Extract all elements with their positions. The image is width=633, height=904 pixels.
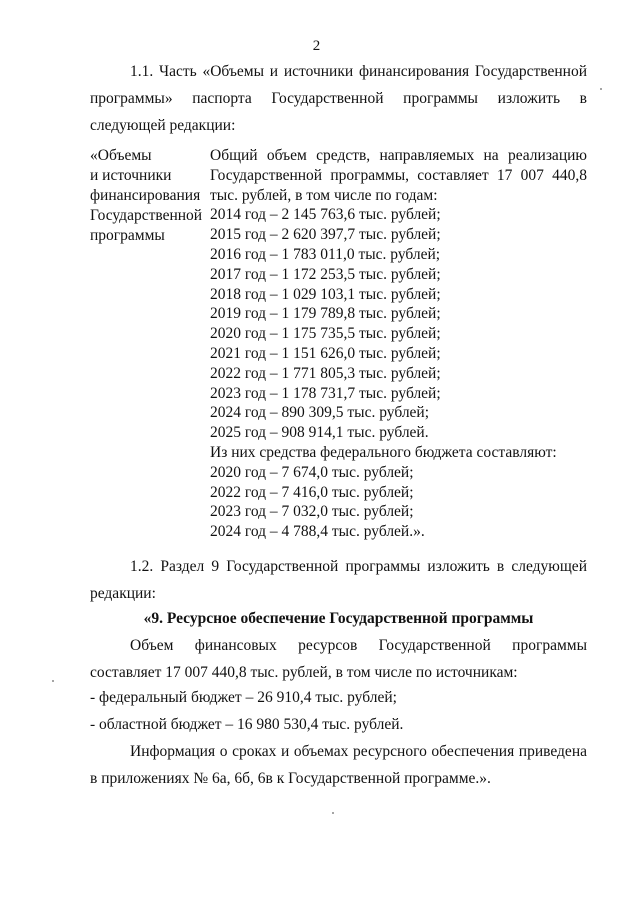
federal-year-line: 2022 год – 7 416,0 тыс. рублей; — [210, 483, 414, 501]
year-line: 2019 год – 1 179 789,8 тыс. рублей; — [210, 305, 441, 323]
regional-budget-line: - областной бюджет – 16 980 530,4 тыс. рублей. — [90, 716, 404, 733]
year-line: 2020 год – 1 175 735,5 тыс. рублей; — [210, 325, 441, 343]
scan-speck — [600, 88, 602, 90]
year-line: 2017 год – 1 172 253,5 тыс. рублей; — [210, 265, 441, 283]
federal-year-line: 2023 год – 7 032,0 тыс. рублей; — [210, 503, 414, 521]
section-9-heading: «9. Ресурсное обеспечение Государственной программы — [143, 610, 534, 627]
federal-intro: Из них средства федерального бюджета составляют: — [210, 443, 557, 461]
year-line: 2023 год – 1 178 731,7 тыс. рублей; — [210, 384, 441, 402]
info-paragraph — [90, 738, 587, 792]
passport-value-column — [210, 146, 587, 542]
page-number: 2 — [312, 38, 321, 54]
year-line: 2021 год – 1 151 626,0 тыс. рублей; — [210, 344, 441, 362]
passport-label-line: программы — [90, 227, 165, 244]
scan-speck — [52, 680, 54, 682]
year-line: 2018 год – 1 029 103,1 тыс. рублей; — [210, 285, 441, 303]
section-1-1-text: 1.1. Часть «Объемы и источники финансирования Государственной программы» паспорта Государственной программы изложить в следующей редакции: — [90, 63, 587, 134]
section-1-2-text: 1.2. Раздел 9 Государственной программы изложить в следующей редакции: — [90, 558, 587, 602]
passport-label-line: «Объемы — [90, 147, 152, 164]
federal-year-line: 2020 год – 7 674,0 тыс. рублей; — [210, 463, 414, 481]
passport-label-line: финансирования — [90, 187, 201, 204]
year-line: 2024 год – 890 309,5 тыс. рублей; — [210, 404, 430, 422]
federal-year-line: 2024 год – 4 788,4 тыс. рублей.». — [210, 523, 425, 541]
volume-text: Объем финансовых ресурсов Государственной программы составляет 17 007 440,8 тыс. рублей, в том числе по источникам: — [90, 637, 587, 681]
passport-label-line: и источники — [90, 167, 172, 184]
federal-budget-line: - федеральный бюджет – 26 910,4 тыс. рублей; — [90, 689, 397, 706]
info-text: Информация о сроках и объемах ресурсного обеспечения приведена в приложениях № 6а, 6б, 6в к Государственной программе.». — [90, 743, 587, 787]
year-line: 2022 год – 1 771 805,3 тыс. рублей; — [210, 364, 441, 382]
passport-label-line: Государственной — [90, 207, 203, 224]
volume-paragraph — [90, 632, 587, 686]
section-1-2-paragraph — [90, 553, 587, 607]
year-line: 2015 год – 2 620 397,7 тыс. рублей; — [210, 226, 441, 244]
year-line: 2025 год – 908 914,1 тыс. рублей. — [210, 424, 429, 442]
year-line: 2016 год – 1 783 011,0 тыс. рублей; — [210, 245, 441, 263]
passport-label-column — [90, 146, 208, 246]
scan-speck — [332, 812, 334, 814]
passport-intro: Общий объем средств, направляемых на реализацию Государственной программы, составляет 17 007 440,8 тыс. рублей, в том числе по годам: — [210, 147, 587, 204]
section-1-1-paragraph — [90, 58, 587, 139]
year-line: 2014 год – 2 145 763,6 тыс. рублей; — [210, 206, 441, 224]
